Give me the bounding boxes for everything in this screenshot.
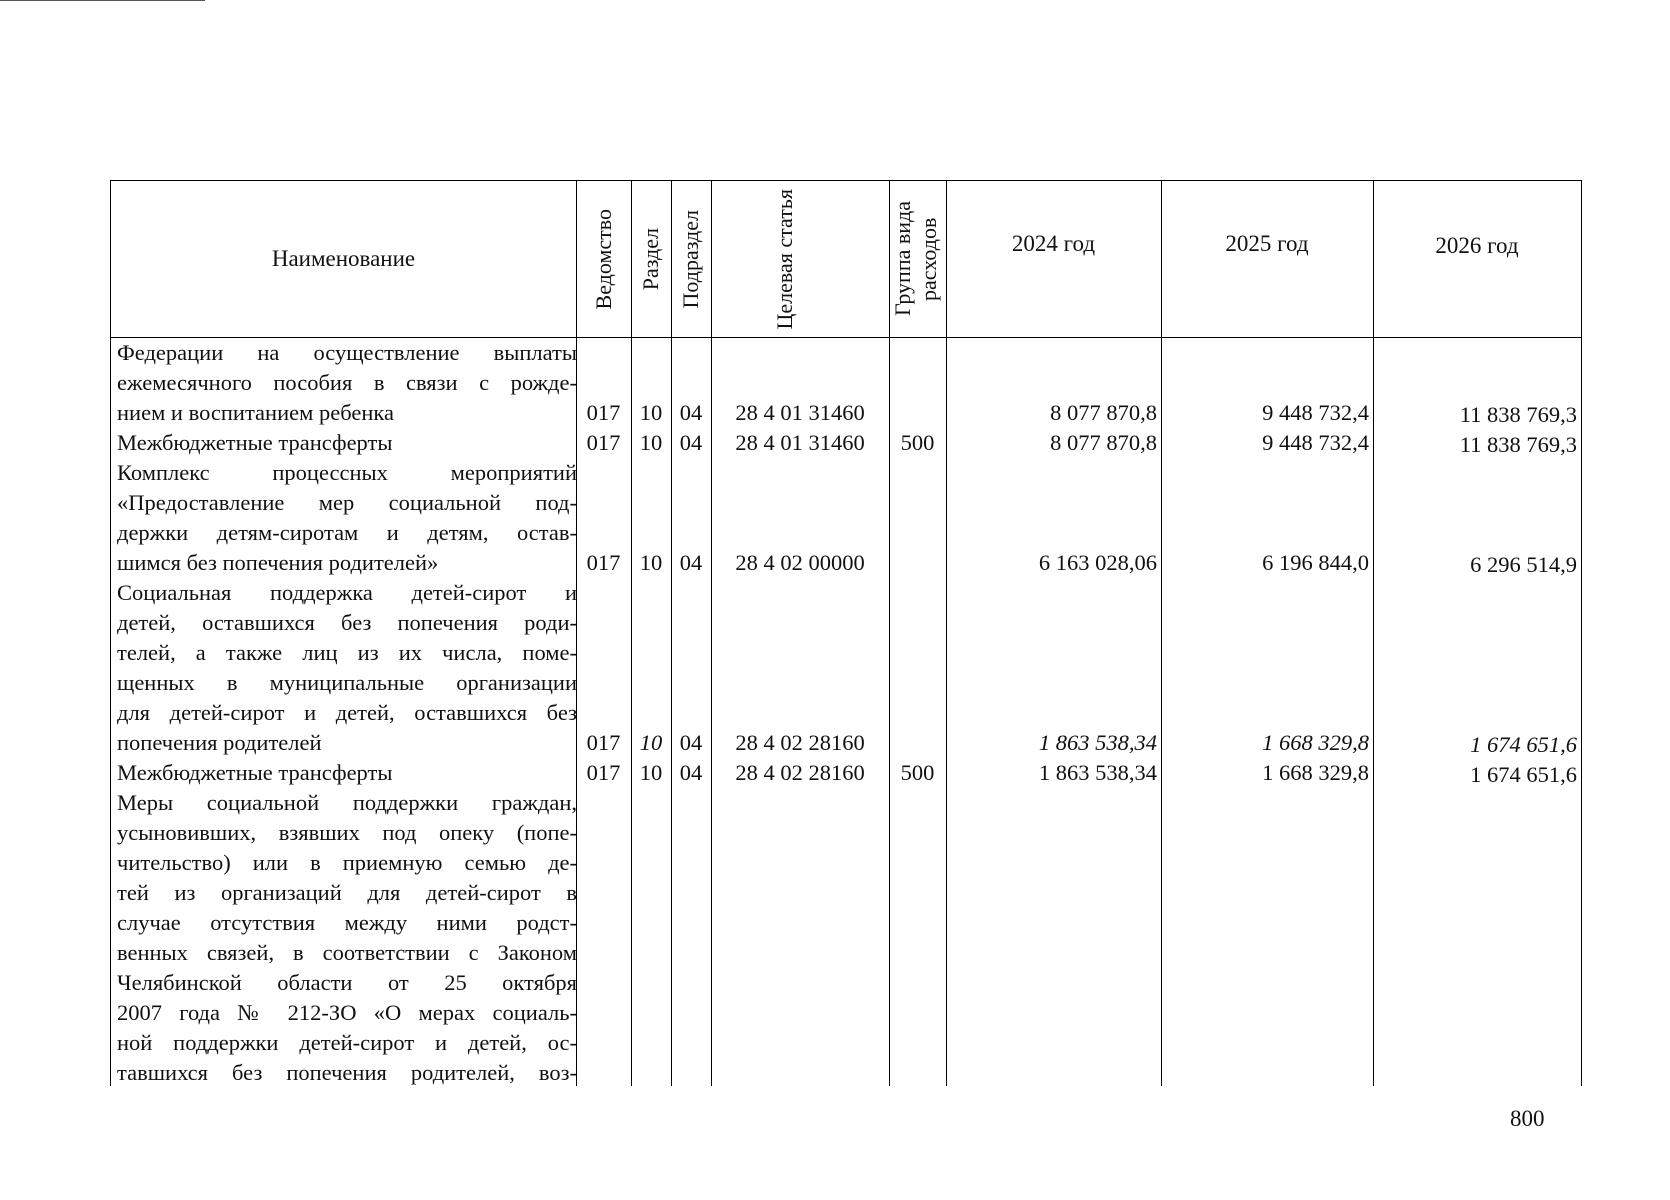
cell-razdel: 10 (639, 760, 663, 785)
header-2024-text: 2024 год (1011, 231, 1096, 256)
header-razdel-text: Раздел (638, 227, 663, 291)
cell-vedomstvo: 017 (586, 730, 621, 755)
cell-vedomstvo: 017 (586, 400, 621, 425)
cell-2026: 1 674 651,6 (1470, 762, 1577, 787)
cell-podrazdel: 04 (679, 400, 703, 425)
header-razdel (631, 181, 671, 337)
cell-2026: 11 838 769,3 (1459, 402, 1577, 427)
cell-gruppa: 500 (900, 430, 935, 455)
row-name (117, 578, 577, 758)
header-vedomstvo (576, 181, 631, 337)
name-line: усыновивших, взявших под опеку (попе- (117, 820, 577, 845)
cell-2025: 6 196 844,0 (1262, 550, 1369, 575)
cell-razdel: 10 (639, 730, 663, 755)
cell-podrazdel: 04 (679, 730, 703, 755)
cell-tselevaya: 28 4 01 31460 (735, 430, 865, 455)
name-line: ежемесячного пособия в связи с рожде- (117, 370, 577, 395)
cell-tselevaya: 28 4 01 31460 (735, 400, 865, 425)
cell-razdel: 10 (639, 430, 663, 455)
name-line: венных связей, в соответствии с Законом (117, 940, 577, 965)
cell-2024: 8 077 870,8 (1050, 430, 1157, 455)
header-gruppa-text: Группа вида расходов (889, 201, 941, 317)
name-line: щенных в муниципальные организации (117, 670, 577, 695)
row-name (117, 788, 577, 1088)
name-line: Межбюджетные трансферты (117, 430, 393, 455)
cell-podrazdel: 04 (679, 550, 703, 575)
row-name (117, 338, 577, 428)
cell-razdel: 10 (639, 400, 663, 425)
cell-vedomstvo: 017 (586, 550, 621, 575)
name-line: попечения родителей (117, 730, 322, 755)
cell-2026: 6 296 514,9 (1470, 552, 1577, 577)
header-name (111, 181, 576, 337)
cell-podrazdel: 04 (679, 760, 703, 785)
cell-2025: 9 448 732,4 (1262, 430, 1369, 455)
page-number: 800 (1510, 1106, 1545, 1131)
header-2026-text: 2026 год (1435, 233, 1519, 258)
name-line: 2007 года № 212-ЗО «О мерах социаль- (117, 1000, 577, 1025)
cell-2024: 8 077 870,8 (1050, 400, 1157, 425)
header-2025-text: 2025 год (1225, 231, 1309, 256)
name-line: тавшихся без попечения родителей, воз- (117, 1060, 577, 1085)
header-gruppa (889, 181, 946, 337)
header-podrazdel-text: Подраздел (678, 209, 703, 309)
name-line: Социальная поддержка детей-сирот и (117, 580, 577, 605)
cell-2025: 1 668 329,8 (1262, 730, 1369, 755)
header-vedomstvo-text: Ведомство (590, 208, 616, 310)
name-line: Межбюджетные трансферты (117, 760, 393, 785)
cell-gruppa: 500 (900, 760, 935, 785)
header-podrazdel (671, 181, 711, 337)
name-line: телей, а также лиц из их числа, поме- (117, 640, 577, 665)
name-line: тей из организаций для детей-сирот в (117, 880, 577, 905)
header-2025 (1161, 181, 1373, 337)
header-name-text: Наименование (271, 246, 416, 271)
name-line: Меры социальной поддержки граждан, (117, 790, 577, 815)
cell-tselevaya: 28 4 02 28160 (735, 760, 865, 785)
name-line: держки детям-сиротам и детям, остав- (117, 520, 577, 545)
cell-vedomstvo: 017 (586, 430, 621, 455)
name-line: «Предоставление мер социальной под- (117, 490, 577, 515)
name-line: случае отсутствия между ними родст- (117, 910, 577, 935)
budget-table (110, 180, 1582, 1086)
header-2024 (946, 181, 1161, 337)
name-line: Челябинской области от 25 октября (117, 970, 577, 995)
name-line: для детей-сирот и детей, оставшихся без (117, 700, 577, 725)
name-line: шимся без попечения родителей» (117, 550, 439, 575)
cell-podrazdel: 04 (679, 430, 703, 455)
cell-razdel: 10 (639, 550, 663, 575)
cell-2024: 6 163 028,06 (1038, 550, 1157, 575)
row-name (117, 458, 577, 578)
cell-tselevaya: 28 4 02 28160 (735, 730, 865, 755)
name-line: детей, оставшихся без попечения роди- (117, 610, 577, 635)
name-line: чительство) или в приемную семью де- (117, 850, 577, 875)
cell-2025: 1 668 329,8 (1262, 760, 1369, 785)
cell-2026: 11 838 769,3 (1459, 432, 1577, 457)
row-name (117, 428, 577, 458)
name-line: ной поддержки детей-сирот и детей, ос- (117, 1030, 577, 1055)
row-name (117, 758, 577, 788)
name-line: нием и воспитанием ребенка (117, 400, 394, 425)
cell-2026: 1 674 651,6 (1470, 732, 1577, 757)
cell-2024: 1 863 538,34 (1038, 760, 1157, 785)
cell-tselevaya: 28 4 02 00000 (735, 550, 865, 575)
header-tselevaya (711, 181, 889, 337)
name-line: Федерации на осуществление выплаты (117, 340, 577, 365)
top-rule (0, 0, 205, 2)
cell-2024: 1 863 538,34 (1038, 730, 1157, 755)
name-line: Комплекс процессных мероприятий (117, 460, 577, 485)
header-2026 (1373, 181, 1581, 337)
header-tselevaya-text: Целевая статья (772, 188, 797, 330)
cell-2025: 9 448 732,4 (1262, 400, 1369, 425)
cell-vedomstvo: 017 (586, 760, 621, 785)
